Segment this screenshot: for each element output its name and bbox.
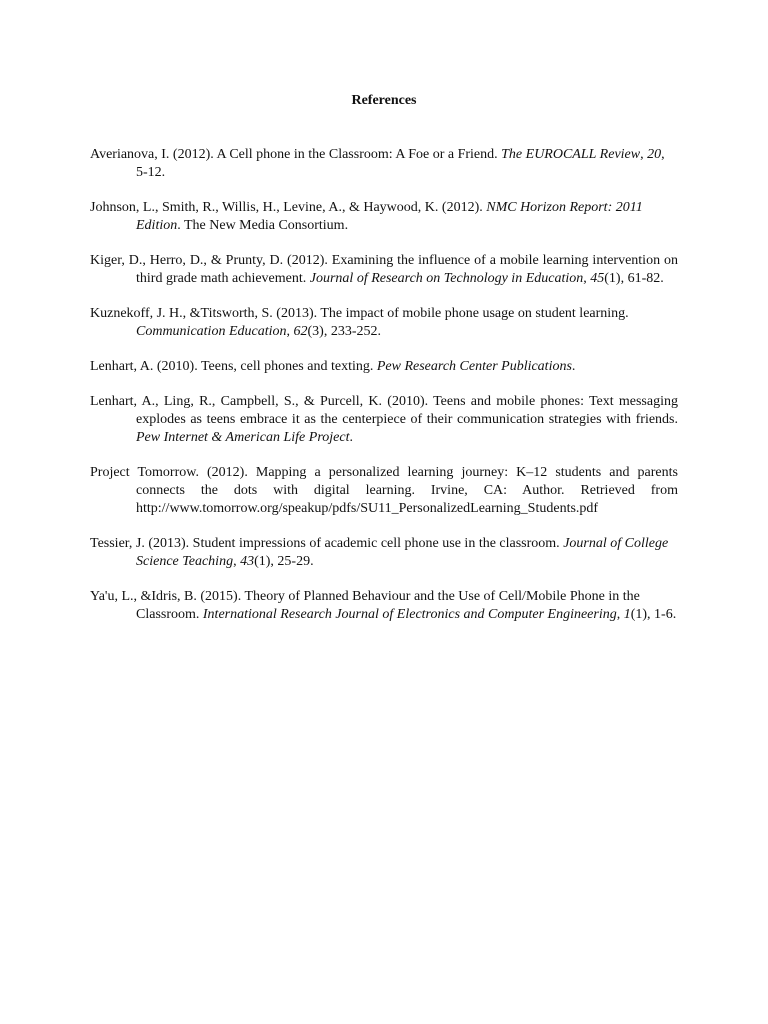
reference-volume: 20 <box>647 147 662 162</box>
reference-text: Tessier, J. (2013). Student impressions of academic cell phone use in the classroom. <box>90 536 564 551</box>
reference-entry <box>90 535 678 571</box>
reference-pages: (1), 25-29. <box>254 554 314 569</box>
reference-volume: 62 <box>293 324 308 339</box>
reference-separator: , <box>286 324 294 339</box>
reference-journal: Communication Education <box>136 324 287 339</box>
reference-pages: , 5-12. <box>136 147 665 180</box>
reference-volume: 45 <box>590 271 605 286</box>
reference-journal: Pew Research Center Publications <box>376 359 572 374</box>
reference-text: Lenhart, A., Ling, R., Campbell, S., & Purcell, K. (2010). Teens and mobile phones: Text messaging explodes as teens embrace it as the centerpiece of their communication strategies with friends. <box>90 394 678 427</box>
reference-entry <box>90 146 678 182</box>
reference-pages: . <box>571 359 576 374</box>
reference-volume: 43 <box>240 554 255 569</box>
reference-separator: , <box>233 554 241 569</box>
reference-text: Lenhart, A. (2010). Teens, cell phones and texting. <box>90 359 377 374</box>
reference-text: Johnson, L., Smith, R., Willis, H., Levine, A., & Haywood, K. (2012). <box>90 200 487 215</box>
reference-entry <box>90 464 678 518</box>
reference-entry <box>90 199 678 235</box>
reference-text: Averianova, I. (2012). A Cell phone in the Classroom: A Foe or a Friend. <box>90 147 502 162</box>
reference-entry <box>90 252 678 288</box>
reference-pages: (1), 1-6. <box>630 607 677 622</box>
reference-text: Project Tomorrow. (2012). Mapping a personalized learning journey: K–12 students and parents connects the dots with digital learning. Irvine, CA: Author. Retrieved from http://www.tomorrow.org/speakup/pdfs/SU11_PersonalizedLearning_Students.pdf <box>90 465 678 516</box>
reference-separator: , <box>616 607 624 622</box>
reference-pages: (1), 61-82. <box>604 271 664 286</box>
reference-separator: , <box>583 271 591 286</box>
reference-entry <box>90 358 678 376</box>
reference-journal: NMC Horizon Report: 2011 Edition <box>136 200 643 233</box>
reference-list <box>90 146 678 641</box>
reference-text: Kuznekoff, J. H., &Titsworth, S. (2013). The impact of mobile phone usage on student learning. <box>90 306 629 321</box>
reference-text: Ya'u, L., &Idris, B. (2015). Theory of Planned Behaviour and the Use of Cell/Mobile Phone in the Classroom. <box>90 589 640 622</box>
reference-entry <box>90 393 678 447</box>
reference-journal: Journal of College Science Teaching <box>136 536 669 569</box>
reference-journal: Pew Internet & American Life Project <box>136 430 350 445</box>
reference-pages: . The New Media Consortium. <box>177 218 349 233</box>
reference-pages: (3), 233-252. <box>307 324 381 339</box>
reference-journal: The EUROCALL Review <box>501 147 641 162</box>
reference-entry <box>90 305 678 341</box>
reference-journal: International Research Journal of Electronics and Computer Engineering <box>202 607 617 622</box>
reference-text: Kiger, D., Herro, D., & Prunty, D. (2012). Examining the influence of a mobile learning intervention on third grade math achievement. <box>90 253 678 286</box>
reference-pages: . <box>349 430 353 445</box>
reference-separator: , <box>640 147 648 162</box>
references-heading: References <box>351 93 417 108</box>
reference-entry <box>90 588 678 624</box>
reference-volume: 1 <box>623 607 631 622</box>
reference-journal: Journal of Research on Technology in Education <box>309 271 584 286</box>
